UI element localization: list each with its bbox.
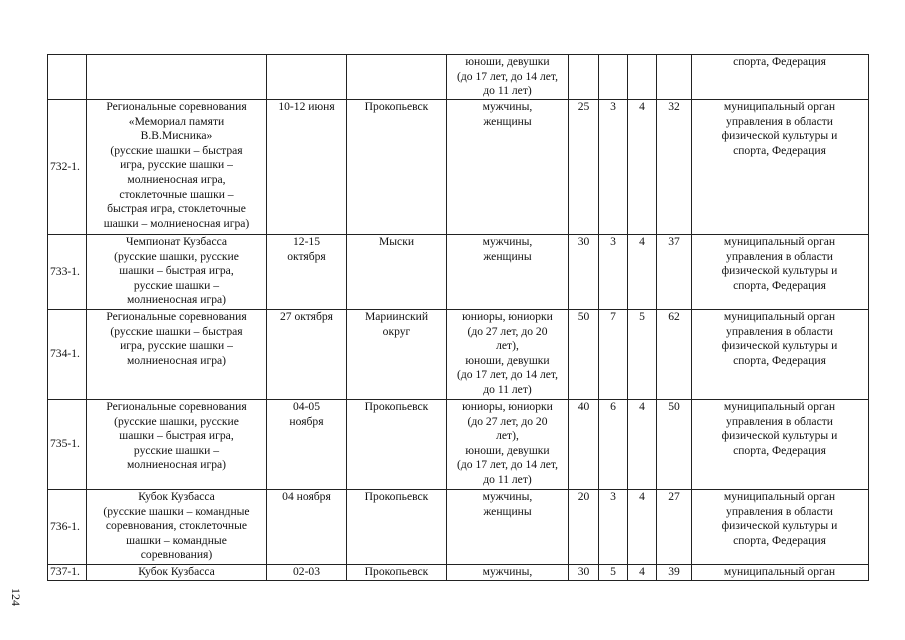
count-total [657, 55, 692, 100]
event-dates: 04-05 ноября [267, 400, 347, 490]
row-number: 733-1. [48, 235, 87, 310]
count-1: 30 [569, 565, 599, 581]
event-name: Чемпионат Кузбасса (русские шашки, русские шашки – быстрая игра, русские шашки – молниеносная игра) [87, 235, 267, 310]
count-1 [569, 55, 599, 100]
count-2: 5 [599, 565, 628, 581]
event-name: Региональные соревнования «Мемориал памяти В.В.Мисника» (русские шашки – быстрая игра, русские шашки – молниеносная игра, стоклеточные шашки – быстрая игра, стоклеточные шашки – молниеносная игра) [87, 100, 267, 235]
table-row [48, 100, 869, 235]
row-number: 736-1. [48, 490, 87, 565]
organizer: муниципальный орган управления в области физической культуры и спорта, Федерация [692, 310, 869, 400]
count-total: 50 [657, 400, 692, 490]
count-total: 32 [657, 100, 692, 235]
event-name: Региональные соревнования (русские шашки – быстрая игра, русские шашки – молниеносная игра) [87, 310, 267, 400]
count-total: 27 [657, 490, 692, 565]
organizer: спорта, Федерация [692, 55, 869, 100]
count-2: 3 [599, 235, 628, 310]
event-name: Кубок Кузбасса (русские шашки – командные соревнования, стоклеточные шашки – командные соревнования) [87, 490, 267, 565]
participants: юноши, девушки (до 17 лет, до 14 лет, до 11 лет) [447, 55, 569, 100]
organizer: муниципальный орган управления в области физической культуры и спорта, Федерация [692, 400, 869, 490]
event-name: Региональные соревнования (русские шашки, русские шашки – быстрая игра, русские шашки – молниеносная игра) [87, 400, 267, 490]
competition-schedule-table [47, 54, 869, 581]
participants: мужчины, женщины [447, 100, 569, 235]
row-number: 735-1. [48, 400, 87, 490]
table-row [48, 565, 869, 581]
organizer: муниципальный орган управления в области физической культуры и спорта, Федерация [692, 235, 869, 310]
participants: юниоры, юниорки (до 27 лет, до 20 лет), юноши, девушки (до 17 лет, до 14 лет, до 11 лет) [447, 400, 569, 490]
participants: юниоры, юниорки (до 27 лет, до 20 лет), юноши, девушки (до 17 лет, до 14 лет, до 11 лет) [447, 310, 569, 400]
count-2: 3 [599, 490, 628, 565]
table-row [48, 490, 869, 565]
table-row [48, 235, 869, 310]
event-name [87, 55, 267, 100]
count-2: 7 [599, 310, 628, 400]
event-venue: Прокопьевск [347, 490, 447, 565]
row-number [48, 55, 87, 100]
count-total: 39 [657, 565, 692, 581]
count-1: 50 [569, 310, 599, 400]
count-3: 5 [628, 310, 657, 400]
event-venue: Прокопьевск [347, 400, 447, 490]
event-dates [267, 55, 347, 100]
event-dates: 10-12 июня [267, 100, 347, 235]
organizer: муниципальный орган управления в области физической культуры и спорта, Федерация [692, 490, 869, 565]
count-1: 40 [569, 400, 599, 490]
event-venue [347, 55, 447, 100]
table-row [48, 55, 869, 100]
table-row [48, 400, 869, 490]
count-1: 30 [569, 235, 599, 310]
event-dates: 04 ноября [267, 490, 347, 565]
event-venue: Прокопьевск [347, 100, 447, 235]
event-dates: 02-03 [267, 565, 347, 581]
count-3: 4 [628, 235, 657, 310]
event-name: Кубок Кузбасса [87, 565, 267, 581]
count-3: 4 [628, 400, 657, 490]
count-3: 4 [628, 490, 657, 565]
event-venue: Мыски [347, 235, 447, 310]
count-3: 4 [628, 565, 657, 581]
count-2: 6 [599, 400, 628, 490]
row-number: 734-1. [48, 310, 87, 400]
count-1: 25 [569, 100, 599, 235]
count-1: 20 [569, 490, 599, 565]
event-venue: Прокопьевск [347, 565, 447, 581]
count-3 [628, 55, 657, 100]
count-total: 37 [657, 235, 692, 310]
count-3: 4 [628, 100, 657, 235]
event-dates: 12-15 октября [267, 235, 347, 310]
table-row [48, 310, 869, 400]
count-2 [599, 55, 628, 100]
participants: мужчины, женщины [447, 235, 569, 310]
organizer: муниципальный орган [692, 565, 869, 581]
event-dates: 27 октября [267, 310, 347, 400]
row-number: 737-1. [48, 565, 87, 581]
count-total: 62 [657, 310, 692, 400]
participants: мужчины, [447, 565, 569, 581]
row-number: 732-1. [48, 100, 87, 235]
event-venue: Мариинский округ [347, 310, 447, 400]
organizer: муниципальный орган управления в области физической культуры и спорта, Федерация [692, 100, 869, 235]
participants: мужчины, женщины [447, 490, 569, 565]
page-number: 124 [9, 588, 23, 606]
count-2: 3 [599, 100, 628, 235]
